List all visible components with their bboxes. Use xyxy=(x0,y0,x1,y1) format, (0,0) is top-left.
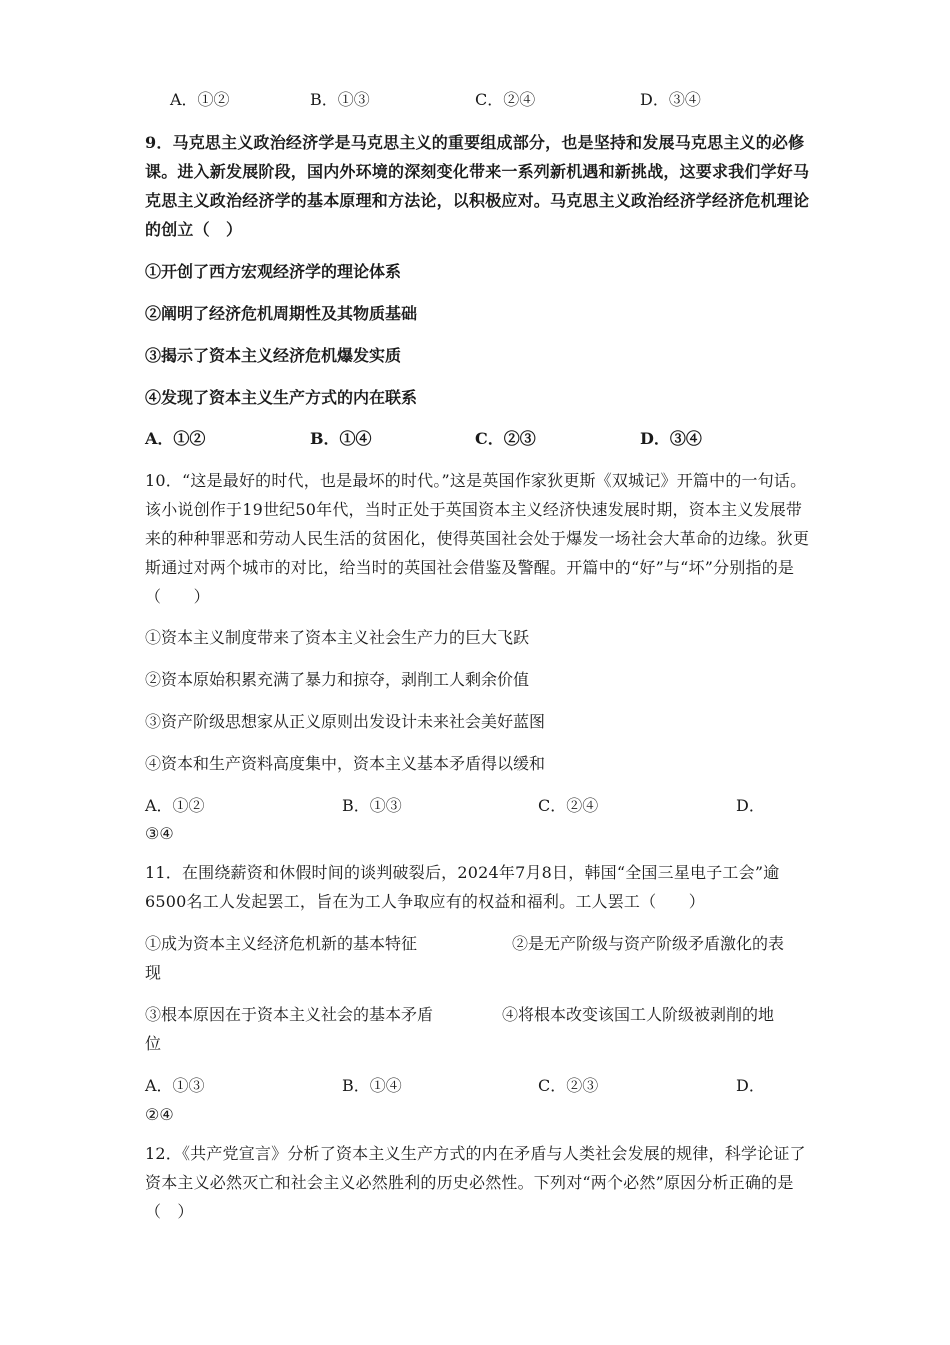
q8-option-a: A．①② xyxy=(170,90,230,109)
q10-option-b: B．①③ xyxy=(342,796,402,815)
q10-option-d-wrap: ③④ xyxy=(145,824,174,843)
q11-item-2: ②是无产阶级与资产阶级矛盾激化的表 xyxy=(512,934,785,953)
q10-item-3: ③资产阶级思想家从正义原则出发设计未来社会美好蓝图 xyxy=(145,712,546,731)
q11-item-4: ④将根本改变该国工人阶级被剥削的地 xyxy=(502,1005,775,1024)
q8-option-d: D．③④ xyxy=(640,90,701,109)
q9-option-a: A．①② xyxy=(145,429,206,448)
q10-option-a: A．①② xyxy=(145,796,205,815)
q9-item-3: ③揭示了资本主义经济危机爆发实质 xyxy=(145,346,402,365)
q10-item-1: ①资本主义制度带来了资本主义社会生产力的巨大飞跃 xyxy=(145,628,530,647)
q10-option-c: C．②④ xyxy=(538,796,599,815)
q11-item-4-wrap: 位 xyxy=(145,1034,162,1053)
q9-option-b: B．①④ xyxy=(310,429,372,448)
q10-stem: 10．“这是最好的时代，也是最坏的时代。”这是英国作家狄更斯《双城记》开篇中的一句话。该小说创作于19世纪50年代，当时正处于英国资本主义经济快速发展时期，资本主义发展带来的种种罪恶和劳动人民生活的贫困化，使得英国社会处于爆发一场社会大革命的边缘。狄更斯通过对两个城市的对比，给当时的英国社会借鉴及警醒。开篇中的“好”与“坏”分别指的是（ ） xyxy=(145,471,810,606)
q12-stem: 12．《共产党宣言》分析了资本主义生产方式的内在矛盾与人类社会发展的规律，科学论证了资本主义必然灭亡和社会主义必然胜利的历史必然性。下列对“两个必然”原因分析正确的是（ ） xyxy=(145,1144,806,1221)
q10-item-4: ④资本和生产资料高度集中，资本主义基本矛盾得以缓和 xyxy=(145,754,546,773)
q11-item-2-wrap: 现 xyxy=(145,963,162,982)
q11-stem: 11．在围绕薪资和休假时间的谈判破裂后，2024年7月8日，韩国“全国三星电子工会”逾6500名工人发起罢工，旨在为工人争取应有的权益和福利。工人罢工（ ） xyxy=(145,863,780,911)
q9-item-2: ②阐明了经济危机周期性及其物质基础 xyxy=(145,304,418,323)
q11-option-a: A．①③ xyxy=(145,1076,205,1095)
q9-item-1: ①开创了西方宏观经济学的理论体系 xyxy=(145,262,402,281)
q11-option-d-wrap: ②④ xyxy=(145,1105,174,1124)
q11-item-1: ①成为资本主义经济危机新的基本特征 xyxy=(145,934,418,953)
q11-option-c: C．②③ xyxy=(538,1076,599,1095)
q11-option-b: B．①④ xyxy=(342,1076,402,1095)
q11-option-d: D． xyxy=(736,1076,765,1095)
q9-item-4: ④发现了资本主义生产方式的内在联系 xyxy=(145,388,418,407)
q9-option-d: D．③④ xyxy=(640,429,702,448)
q9-stem: 9．马克思主义政治经济学是马克思主义的重要组成部分，也是坚持和发展马克思主义的必修课。进入新发展阶段，国内外环境的深刻变化带来一系列新机遇和新挑战，这要求我们学好马克思主义政治经济学的基本原理和方法论，以积极应对。马克思主义政治经济学经济危机理论的创立（ ） xyxy=(145,133,810,239)
q10-item-2: ②资本原始积累充满了暴力和掠夺，剥削工人剩余价值 xyxy=(145,670,530,689)
q9-option-c: C．②③ xyxy=(475,429,536,448)
q8-option-b: B．①③ xyxy=(310,90,370,109)
q10-option-d: D． xyxy=(736,796,765,815)
q8-option-c: C．②④ xyxy=(475,90,536,109)
q11-item-3: ③根本原因在于资本主义社会的基本矛盾 xyxy=(145,1005,434,1024)
